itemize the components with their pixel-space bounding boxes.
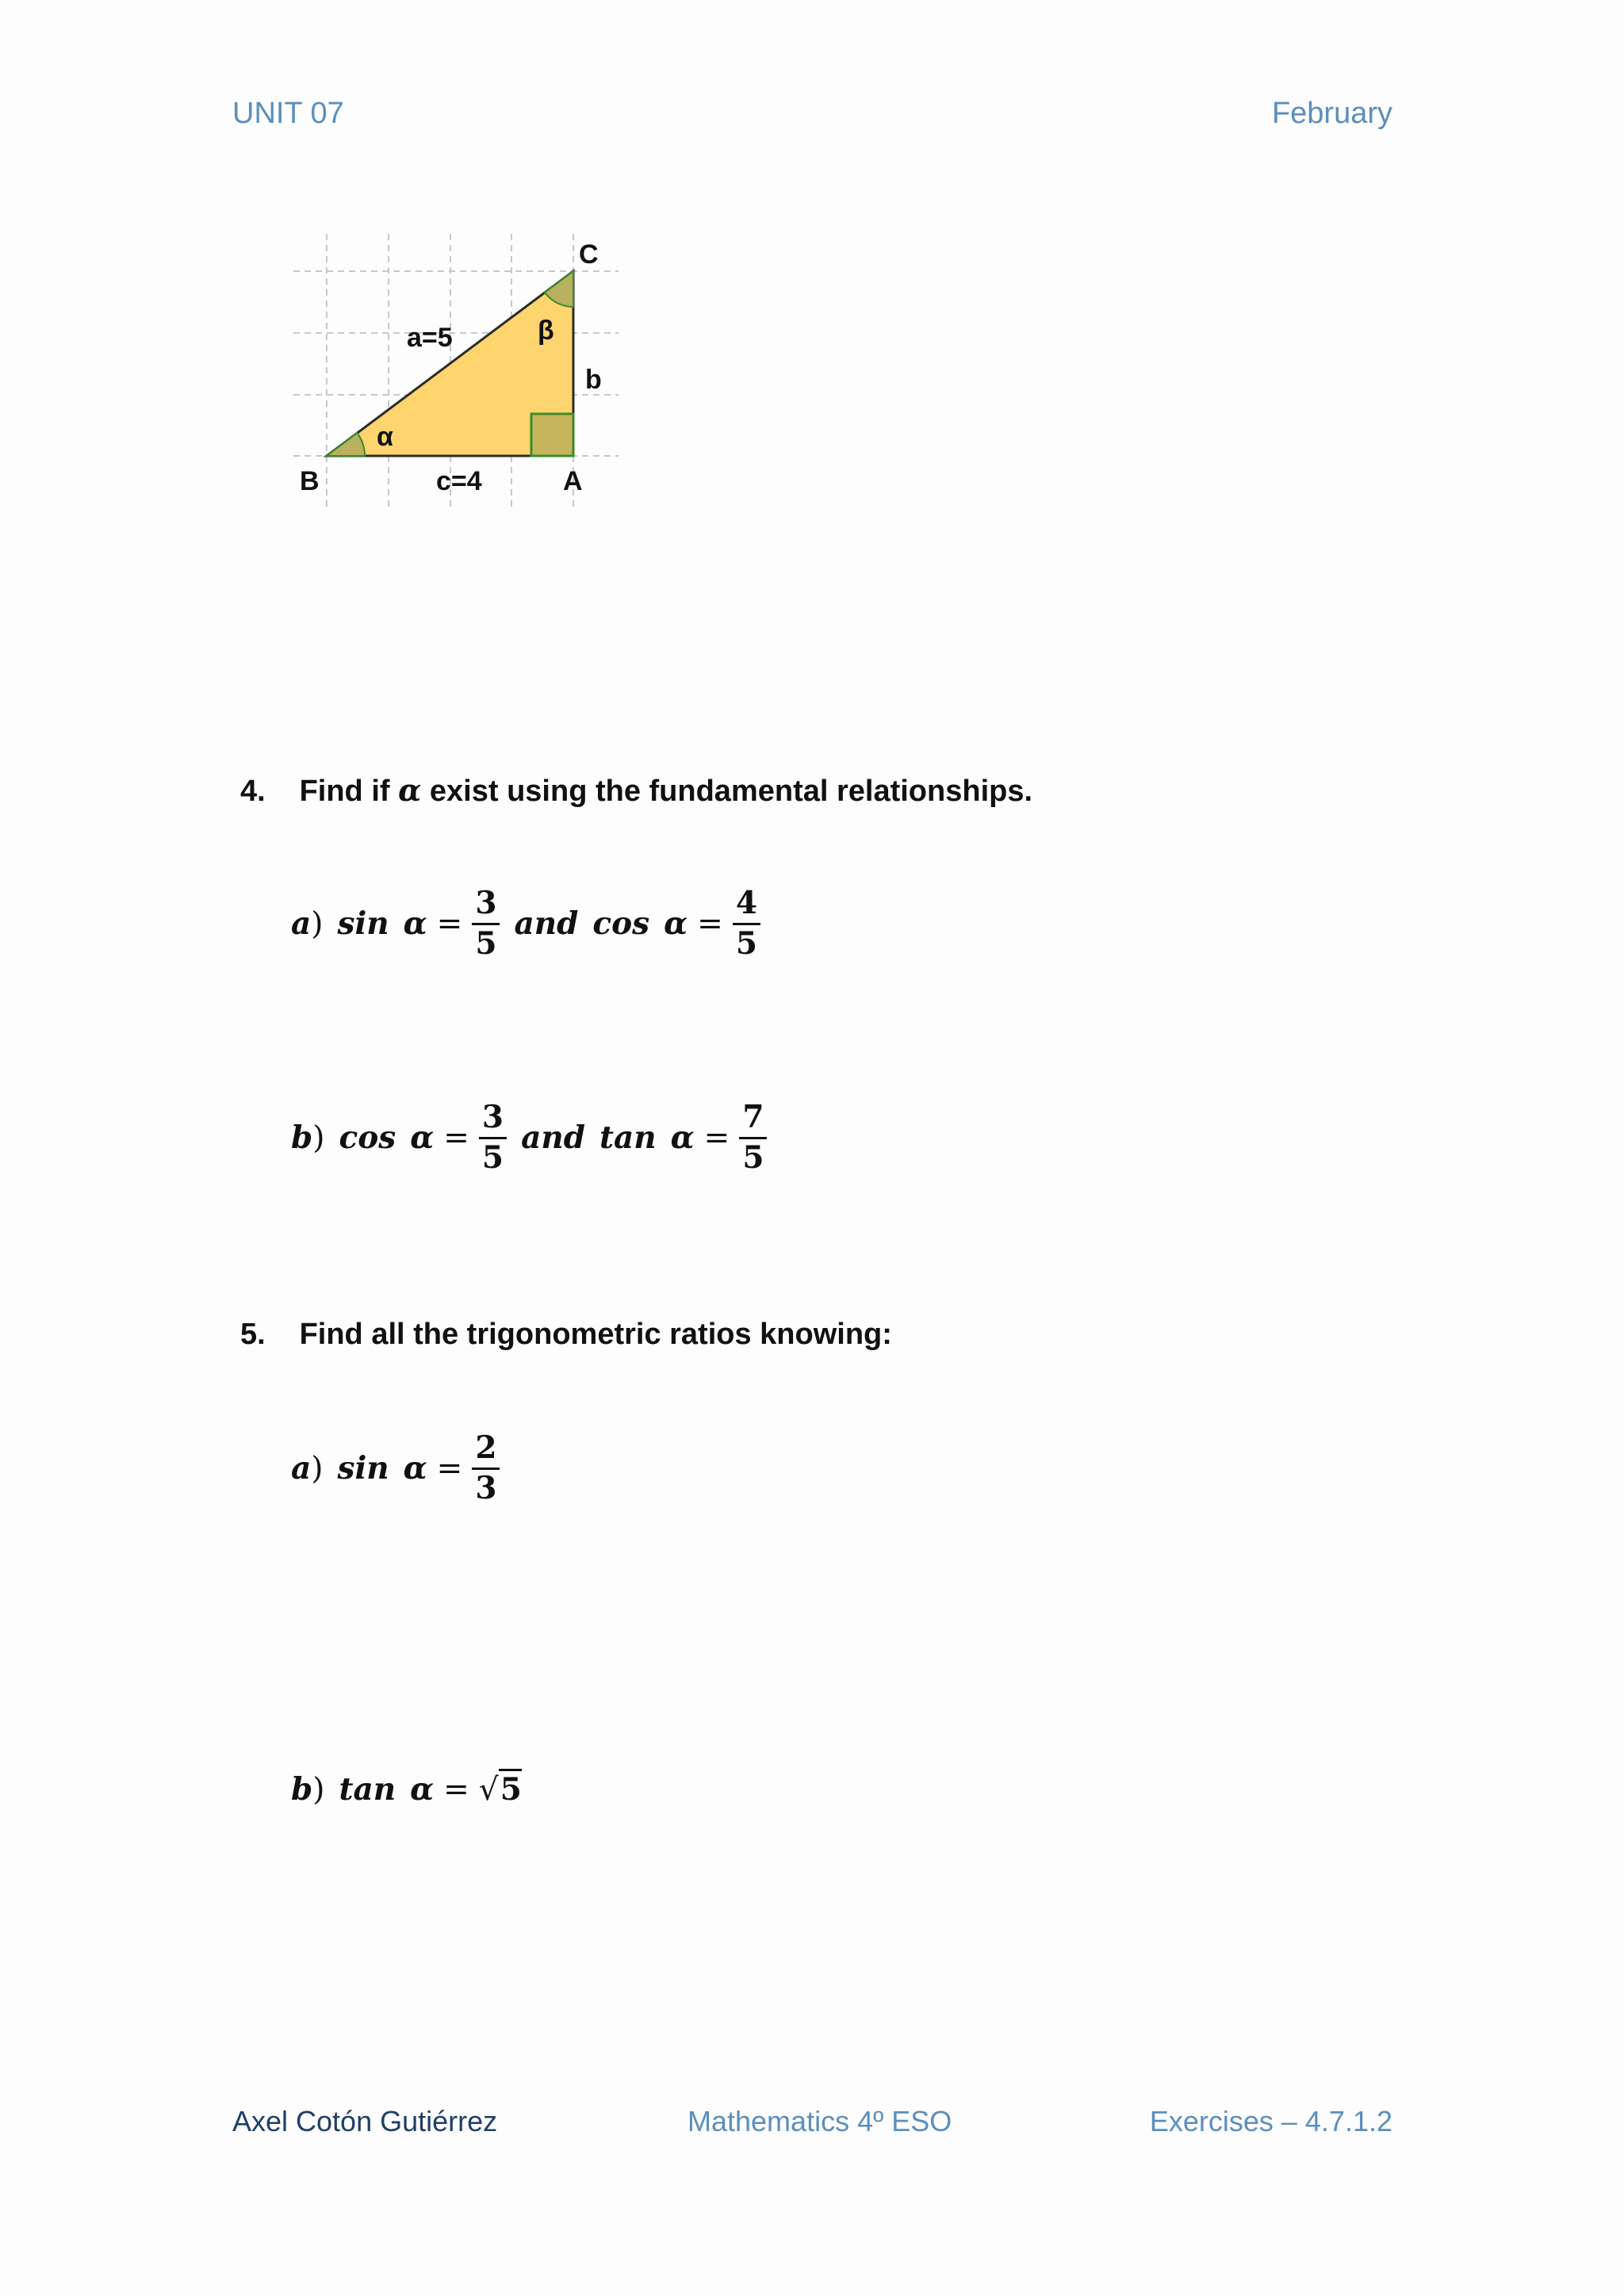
square-root: √5 [479,1771,522,1808]
equals-sign: = [443,1119,469,1156]
paren: ) [312,1119,325,1156]
alpha-symbol: α [410,1119,435,1157]
angle-alpha-label: α [377,422,393,452]
function-name: tan [339,1771,396,1808]
exercise-5-heading [240,1318,892,1352]
exercise-4-text-before: Find if [299,775,390,808]
alpha-symbol: α [410,1771,435,1808]
vertex-c-label: C [579,239,599,270]
fraction: $\frac{7}{5}$ [739,1100,767,1175]
item-label: b [291,1119,313,1157]
exercise-4-text-after: exist using the fundamental relationships. [429,775,1033,808]
vertex-a-label: A [563,466,583,496]
equals-sign: = [436,1450,463,1487]
side-a-label: a=5 [407,323,453,353]
exercise-5b-equation [291,1771,522,1808]
function-name: cos [592,905,650,943]
exercise-5a-equation [291,1431,500,1506]
item-label: a [291,1450,312,1487]
item-label: a [291,905,312,943]
paren: ) [312,1771,325,1808]
paren: ) [311,905,324,942]
fraction: $\frac{4}{5}$ [733,886,760,961]
function-name: cos [339,1119,396,1157]
angle-beta-label: β [538,316,554,346]
equals-sign: = [703,1119,730,1156]
alpha-symbol: α [403,905,427,943]
side-b-label: b [585,365,602,395]
alpha-symbol: α [664,905,688,943]
conjunction: and [521,1119,585,1157]
alpha-symbol: α [670,1119,695,1157]
exercise-4b-equation [291,1100,767,1175]
footer-author: Axel Cotón Gutiérrez [232,2105,498,2137]
alpha-symbol: α [403,1450,427,1487]
exercise-5-number: 5. [240,1318,266,1351]
exercise-5-text: Find all the trigonometric ratios knowing: [299,1318,892,1351]
footer-course: Mathematics 4º ESO [688,2105,952,2137]
equals-sign: = [436,905,463,942]
angle-alpha-marker [327,433,365,456]
header-month: February [1271,97,1392,130]
equals-sign: = [697,905,723,942]
fraction: $\frac{3}{5}$ [479,1100,507,1175]
exercise-4-symbol: α [398,772,422,808]
equals-sign: = [443,1771,469,1808]
exercise-4a-equation [291,886,760,961]
header-unit: UNIT 07 [232,97,344,130]
sqrt-icon: √ [478,1772,499,1808]
function-name: sin [337,905,389,943]
paren: ) [311,1450,324,1487]
item-label: b [291,1771,313,1808]
triangle-figure [285,226,634,519]
conjunction: and [514,905,579,943]
function-name: sin [337,1450,389,1487]
fraction: $\frac{3}{5}$ [472,886,500,961]
footer-section: Exercises – 4.7.1.2 [1149,2105,1392,2137]
exercise-4-heading [240,772,1032,809]
vertex-b-label: B [300,466,320,496]
function-name: tan [599,1119,657,1157]
fraction: $\frac{2}{3}$ [472,1431,500,1506]
right-angle-marker [531,414,573,456]
exercise-4-number: 4. [240,775,266,808]
side-c-label: c=4 [436,466,482,496]
